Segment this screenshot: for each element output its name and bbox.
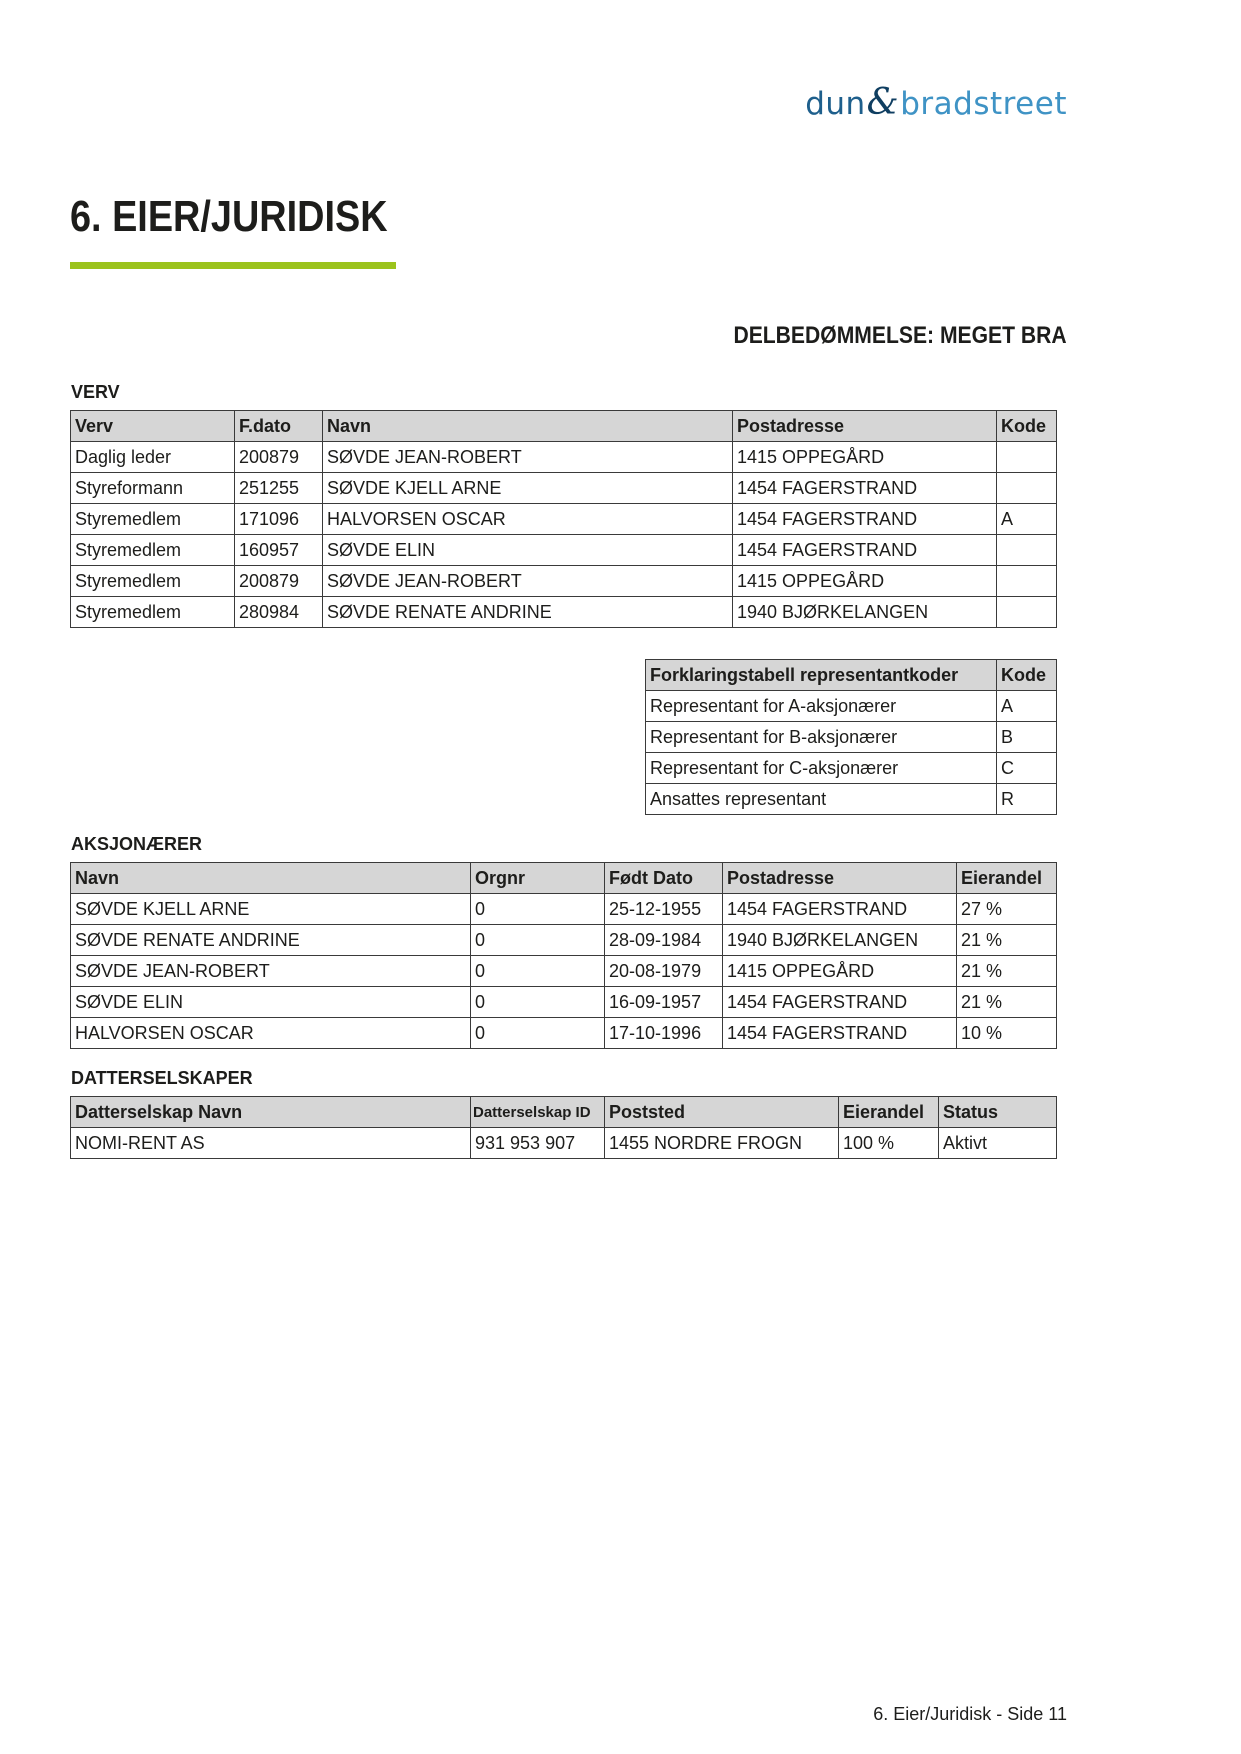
table-row [71,987,1057,1018]
cell-beskrivelse: Representant for A-aksjonærer [646,691,997,722]
cell-verv: Daglig leder [71,442,235,473]
cell-postadresse: 1940 BJØRKELANGEN [723,925,957,956]
cell-beskrivelse: Representant for C-aksjonærer [646,753,997,784]
table-row [71,597,1057,628]
cell-orgnr: 0 [471,894,605,925]
column-header: Kode [997,411,1057,442]
cell-verv: Styreformann [71,473,235,504]
cell-verv: Styremedlem [71,535,235,566]
cell-eierandel: 21 % [957,925,1057,956]
table-header-row [71,411,1057,442]
cell-fodt-dato: 25-12-1955 [605,894,723,925]
cell-kode [997,535,1057,566]
aksjonaerer-table [70,862,1057,1049]
cell-kode: A [997,691,1057,722]
cell-postadresse: 1454 FAGERSTRAND [733,535,997,566]
cell-postadresse: 1415 OPPEGÅRD [733,566,997,597]
datterselskaper-section-label: DATTERSELSKAPER [71,1068,253,1088]
cell-navn: HALVORSEN OSCAR [71,1018,471,1049]
table-row [71,566,1057,597]
column-header: Status [939,1097,1057,1128]
cell-navn: SØVDE ELIN [323,535,733,566]
cell-postadresse: 1454 FAGERSTRAND [733,504,997,535]
column-header: Postadresse [733,411,997,442]
cell-poststed: 1455 NORDRE FROGN [605,1128,839,1159]
cell-eierandel: 21 % [957,987,1057,1018]
cell-navn: HALVORSEN OSCAR [323,504,733,535]
table-row [646,691,1057,722]
cell-datterselskap-navn: NOMI-RENT AS [71,1128,471,1159]
cell-fodt-dato: 28-09-1984 [605,925,723,956]
cell-orgnr: 0 [471,956,605,987]
cell-navn: SØVDE JEAN-ROBERT [323,442,733,473]
column-header: Datterselskap Navn [71,1097,471,1128]
column-header: Navn [71,863,471,894]
cell-kode [997,473,1057,504]
page-title: 6. EIER/JURIDISK [70,192,388,241]
column-header: Forklaringstabell representantkoder [646,660,997,691]
cell-eierandel: 21 % [957,956,1057,987]
datterselskaper-table [70,1096,1057,1159]
cell-beskrivelse: Representant for B-aksjonærer [646,722,997,753]
cell-eierandel: 10 % [957,1018,1057,1049]
table-row [646,753,1057,784]
cell-navn: SØVDE ELIN [71,987,471,1018]
cell-eierandel: 100 % [839,1128,939,1159]
column-header: Navn [323,411,733,442]
representant-koder-table [645,659,1057,815]
dun-bradstreet-logo [805,82,1067,123]
cell-navn: SØVDE RENATE ANDRINE [71,925,471,956]
cell-kode: A [997,504,1057,535]
aksjonaerer-section-label: AKSJONÆRER [71,834,203,854]
cell-kode [997,566,1057,597]
column-header: F.dato [235,411,323,442]
cell-postadresse: 1454 FAGERSTRAND [723,987,957,1018]
cell-fodt-dato: 16-09-1957 [605,987,723,1018]
cell-orgnr: 0 [471,925,605,956]
cell-verv: Styremedlem [71,597,235,628]
cell-fodt-dato: 17-10-1996 [605,1018,723,1049]
cell-verv: Styremedlem [71,566,235,597]
column-header: Orgnr [471,863,605,894]
column-header: Datterselskap ID [471,1097,605,1128]
column-header: Poststed [605,1097,839,1128]
table-row [71,956,1057,987]
cell-navn: SØVDE KJELL ARNE [71,894,471,925]
cell-postadresse: 1415 OPPEGÅRD [723,956,957,987]
table-row [71,1128,1057,1159]
table-row [71,894,1057,925]
logo-text-dun: dun [805,86,866,122]
cell-postadresse: 1454 FAGERSTRAND [723,1018,957,1049]
cell-postadresse: 1940 BJØRKELANGEN [733,597,997,628]
cell-orgnr: 0 [471,1018,605,1049]
cell-postadresse: 1415 OPPEGÅRD [733,442,997,473]
cell-kode [997,442,1057,473]
cell-fdato: 200879 [235,442,323,473]
table-header-row [71,1097,1057,1128]
cell-beskrivelse: Ansattes representant [646,784,997,815]
cell-fdato: 200879 [235,566,323,597]
cell-fdato: 280984 [235,597,323,628]
table-row [71,535,1057,566]
column-header: Verv [71,411,235,442]
cell-fdato: 251255 [235,473,323,504]
table-row [71,473,1057,504]
cell-eierandel: 27 % [957,894,1057,925]
table-row [71,1018,1057,1049]
cell-kode [997,597,1057,628]
column-header: Født Dato [605,863,723,894]
cell-navn: SØVDE KJELL ARNE [323,473,733,504]
column-header: Eierandel [839,1097,939,1128]
table-row [646,784,1057,815]
table-header-row [71,863,1057,894]
cell-datterselskap-id: 931 953 907 [471,1128,605,1159]
table-row [71,925,1057,956]
logo-text-bradstreet: bradstreet [900,86,1067,122]
cell-postadresse: 1454 FAGERSTRAND [723,894,957,925]
logo-ampersand: & [866,82,900,123]
verv-section-label: VERV [71,382,120,402]
cell-verv: Styremedlem [71,504,235,535]
cell-navn: SØVDE JEAN-ROBERT [71,956,471,987]
table-row [71,442,1057,473]
title-underline [70,262,396,269]
cell-kode: R [997,784,1057,815]
table-row [71,504,1057,535]
column-header: Kode [997,660,1057,691]
table-row [646,722,1057,753]
column-header: Eierandel [957,863,1057,894]
cell-postadresse: 1454 FAGERSTRAND [733,473,997,504]
cell-fdato: 160957 [235,535,323,566]
column-header: Postadresse [723,863,957,894]
cell-orgnr: 0 [471,987,605,1018]
cell-kode: C [997,753,1057,784]
cell-fodt-dato: 20-08-1979 [605,956,723,987]
verv-table [70,410,1057,628]
cell-navn: SØVDE RENATE ANDRINE [323,597,733,628]
table-header-row [646,660,1057,691]
cell-status: Aktivt [939,1128,1057,1159]
rating-heading: DELBEDØMMELSE: MEGET BRA [733,322,1067,349]
cell-navn: SØVDE JEAN-ROBERT [323,566,733,597]
page-footer: 6. Eier/Juridisk - Side 11 [873,1704,1067,1724]
cell-fdato: 171096 [235,504,323,535]
cell-kode: B [997,722,1057,753]
